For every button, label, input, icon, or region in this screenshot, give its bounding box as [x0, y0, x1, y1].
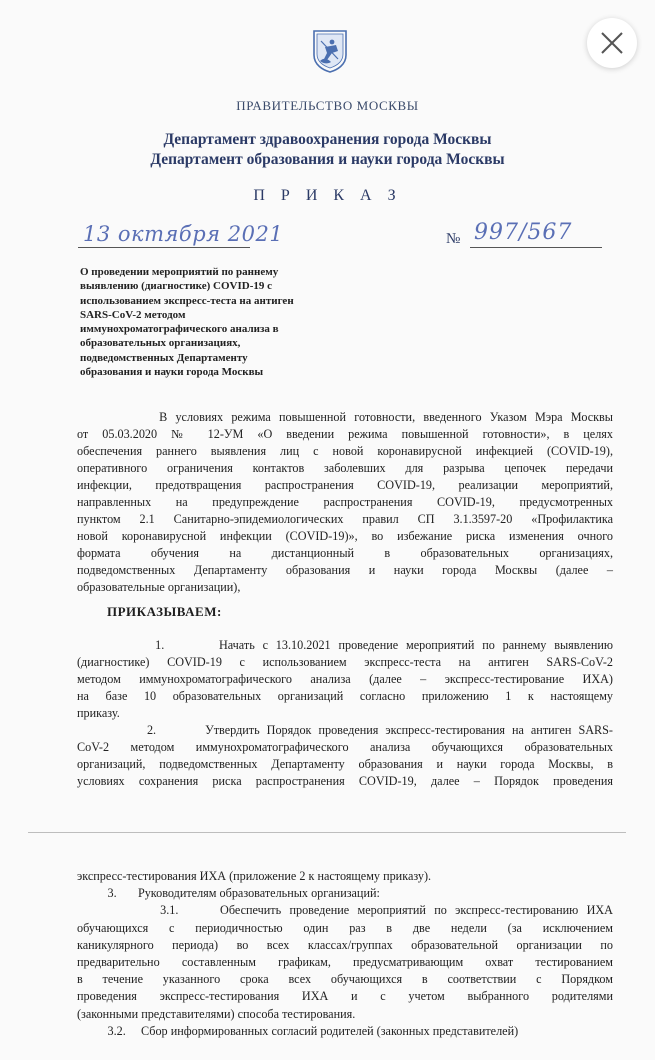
text-line: CoV-2 методом иммунохроматографического анализа обучающихся образовательных — [77, 740, 613, 754]
text-line: новой коронавирусной инфекции (COVID-19)», во избежание риска изменения очного — [77, 529, 613, 543]
handwritten-date: 13 октября 2021 — [83, 222, 284, 246]
dept-health-title: Департамент здравоохранения города Москвы — [163, 131, 492, 148]
preamble-paragraph — [77, 409, 613, 596]
text-line: подведомственных Департаменту образования и науки города Москвы (далее – — [77, 563, 613, 577]
text-line: (законными представителями) способа тестирования. — [77, 1006, 356, 1021]
number-underline — [470, 247, 602, 248]
close-button[interactable] — [587, 18, 637, 68]
subject-line: О проведении мероприятий по раннему — [80, 266, 279, 278]
subject-line: образования и науки города Москвы — [80, 366, 264, 379]
text-line: в течение указанного срока всех обучающихся в соответствии с Порядком — [77, 972, 613, 987]
text-line: проведения экспресс-тестирования ИХА и с учетом выбранного родителями — [77, 989, 613, 1004]
order-item-1 — [77, 637, 613, 722]
subject-line: подведомственных Департаменту — [80, 351, 248, 364]
dept-education-title: Департамент образования и науки города Москвы — [150, 151, 505, 168]
date-underline — [78, 247, 250, 248]
text-line: от 05.03.2020 № 12-УМ «О введении режима повышенной готовности», в целях — [77, 427, 613, 441]
order-item-2 — [77, 722, 613, 790]
text-line: 3.2. Сбор информированных согласий родителей (законных представителей) — [77, 1023, 519, 1038]
text-line: на базе 10 образовательных организаций согласно приложению 1 к настоящему — [77, 689, 613, 703]
text-line: инфекции, предотвращения распространения COVID-19, реализации мероприятий, — [77, 478, 613, 492]
text-line: 1. Начать с 13.10.2021 проведение мероприятий по раннему выявлению — [77, 638, 613, 652]
text-line: оперативного ограничения контактов заболевших для разрыва цепочек передачи — [77, 461, 613, 475]
subject-line: выявлению (диагностике) COVID-19 с — [80, 280, 273, 293]
subject-line: иммунохроматографического анализа в — [80, 323, 279, 336]
page-break-divider — [28, 832, 626, 833]
text-line: экспресс-тестирования ИХА (приложение 2 к настоящему приказу). — [77, 869, 432, 883]
text-line: предварительно составленным графикам, предусматривающим охват тестированием — [77, 955, 613, 970]
text-line: каникулярного периода) во всех классах/группах образовательной организации по — [77, 937, 613, 952]
text-line: В условиях режима повышенной готовности, введенного Указом Мэра Москвы — [77, 410, 613, 424]
text-line: 2. Утвердить Порядок проведения экспресс-тестирования на антиген SARS- — [77, 723, 613, 737]
moscow-coat-of-arms-icon — [312, 29, 348, 73]
page-2-text — [77, 868, 613, 1040]
text-line: направленных на предупреждение распространения COVID-19, предусмотренных — [77, 495, 613, 509]
text-line: 3.1. Обеспечить проведение мероприятий по экспресс-тестированию ИХА — [77, 903, 613, 918]
orders-heading: ПРИКАЗЫВАЕМ: — [107, 604, 222, 619]
text-line: (диагностике) COVID-19 с использованием экспресс-теста на антиген SARS-CoV-2 — [77, 655, 613, 669]
subject-line: использованием экспресс-теста на антиген — [80, 294, 294, 307]
text-line: обеспечения раннего выявления лиц с новой коронавирусной инфекцией (COVID-19), — [77, 444, 613, 458]
order-subject — [80, 265, 340, 379]
text-line: организаций, подведомственных Департаменту образования и науки города Москвы, в — [77, 757, 613, 771]
subject-line: образовательных организациях, — [80, 337, 241, 350]
text-line: обучающихся с периодичностью один раз в две недели (за исключением — [77, 920, 613, 935]
text-line: пунктом 2.1 Санитарно-эпидемиологических правил СП 3.1.3597-20 «Профилактика — [77, 512, 613, 526]
text-line: формата обучения на дистанционный в образовательных организациях, — [77, 546, 613, 560]
text-line: приказу. — [77, 706, 120, 720]
text-line: методом иммунохроматографического анализа (далее – экспресс-тестирование ИХА) — [77, 672, 613, 686]
subject-line: SARS-CoV-2 методом — [80, 308, 186, 321]
text-line: условиях сохранения риска распространения COVID-19, далее – Порядок проведения — [77, 774, 613, 788]
number-sign: № — [446, 231, 461, 247]
document-type-title: П Р И К А З — [253, 187, 402, 204]
text-line: 3. Руководителям образовательных организаций: — [77, 886, 380, 901]
government-title: ПРАВИТЕЛЬСТВО МОСКВЫ — [236, 98, 419, 113]
close-icon — [599, 30, 625, 56]
text-line: образовательные организации), — [77, 580, 241, 594]
handwritten-number: 997/567 — [474, 220, 573, 245]
